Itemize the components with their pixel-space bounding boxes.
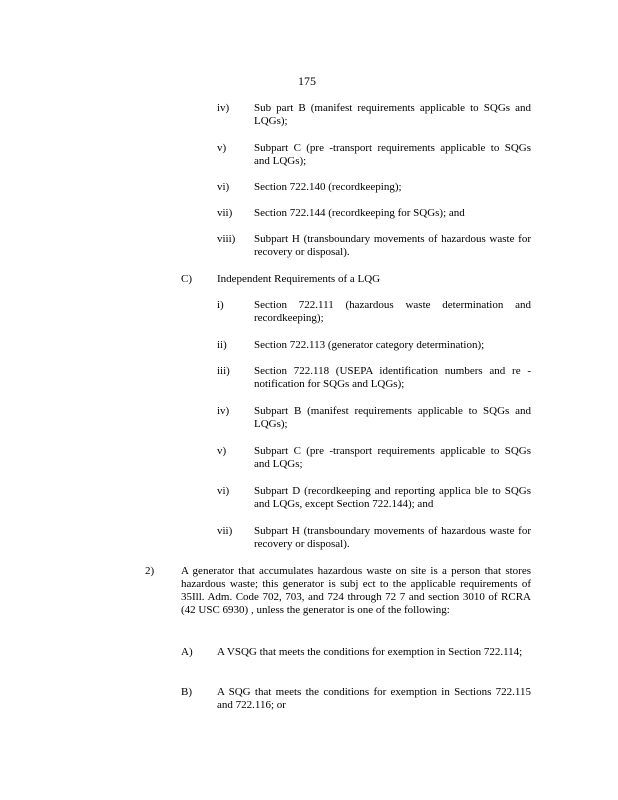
item-label: vi) <box>217 485 230 497</box>
item-text: Independent Requirements of a LQG <box>217 273 381 285</box>
item-label: A) <box>181 646 193 658</box>
item-text: Subpart B (manifest requirements applicable to SQGs and LQGs); <box>254 405 531 430</box>
item-label: ii) <box>217 339 227 351</box>
item-label: vii) <box>217 207 233 219</box>
item-label: viii) <box>217 233 236 245</box>
item-text: A VSQG that meets the conditions for exemption in Section 722.114; <box>217 646 523 658</box>
item-text: Section 722.144 (recordkeeping for SQGs); and <box>254 207 465 219</box>
item-label: vii) <box>217 525 233 537</box>
item-label: C) <box>181 273 192 285</box>
item-text: Section 722.111 (hazardous waste determination and recordkeeping); <box>254 299 531 324</box>
item-text: Section 722.113 (generator category determination); <box>254 339 485 351</box>
item-label: v) <box>217 445 227 457</box>
page-number: 175 <box>298 74 316 88</box>
item-text: Subpart D (recordkeeping and reporting applica ble to SQGs and LQGs, except Section 722.144); and <box>254 485 531 510</box>
item-label: i) <box>217 299 224 311</box>
item-label: v) <box>217 142 227 154</box>
item-label: iv) <box>217 102 230 114</box>
item-text: Section 722.118 (USEPA identification numbers and re - notification for SQGs and LQGs); <box>254 365 531 390</box>
item-text: Subpart C (pre -transport requirements applicable to SQGs and LQGs; <box>254 445 531 470</box>
item-label: iv) <box>217 405 230 417</box>
item-text: A generator that accumulates hazardous waste on site is a person that stores hazardous waste; this generator is subj ect to the applicable requirements of 35Ill. Adm. Code 702, 703, and 724 through 72 7 and section 3010 of RCRA (42 USC 6930) , unless the generator is one of the following: <box>181 565 531 616</box>
item-text: Subpart H (transboundary movements of hazardous waste for recovery or disposal). <box>254 525 531 550</box>
item-label: 2) <box>145 565 155 577</box>
item-label: vi) <box>217 181 230 193</box>
item-text: A SQG that meets the conditions for exemption in Sections 722.115 and 722.116; or <box>217 686 531 711</box>
item-text: Sub part B (manifest requirements applicable to SQGs and LQGs); <box>254 102 531 127</box>
item-text: Section 722.140 (recordkeeping); <box>254 181 402 193</box>
item-text: Subpart C (pre -transport requirements applicable to SQGs and LQGs); <box>254 142 531 167</box>
item-label: B) <box>181 686 192 698</box>
item-text: Subpart H (transboundary movements of hazardous waste for recovery or disposal). <box>254 233 531 258</box>
item-label: iii) <box>217 365 230 377</box>
